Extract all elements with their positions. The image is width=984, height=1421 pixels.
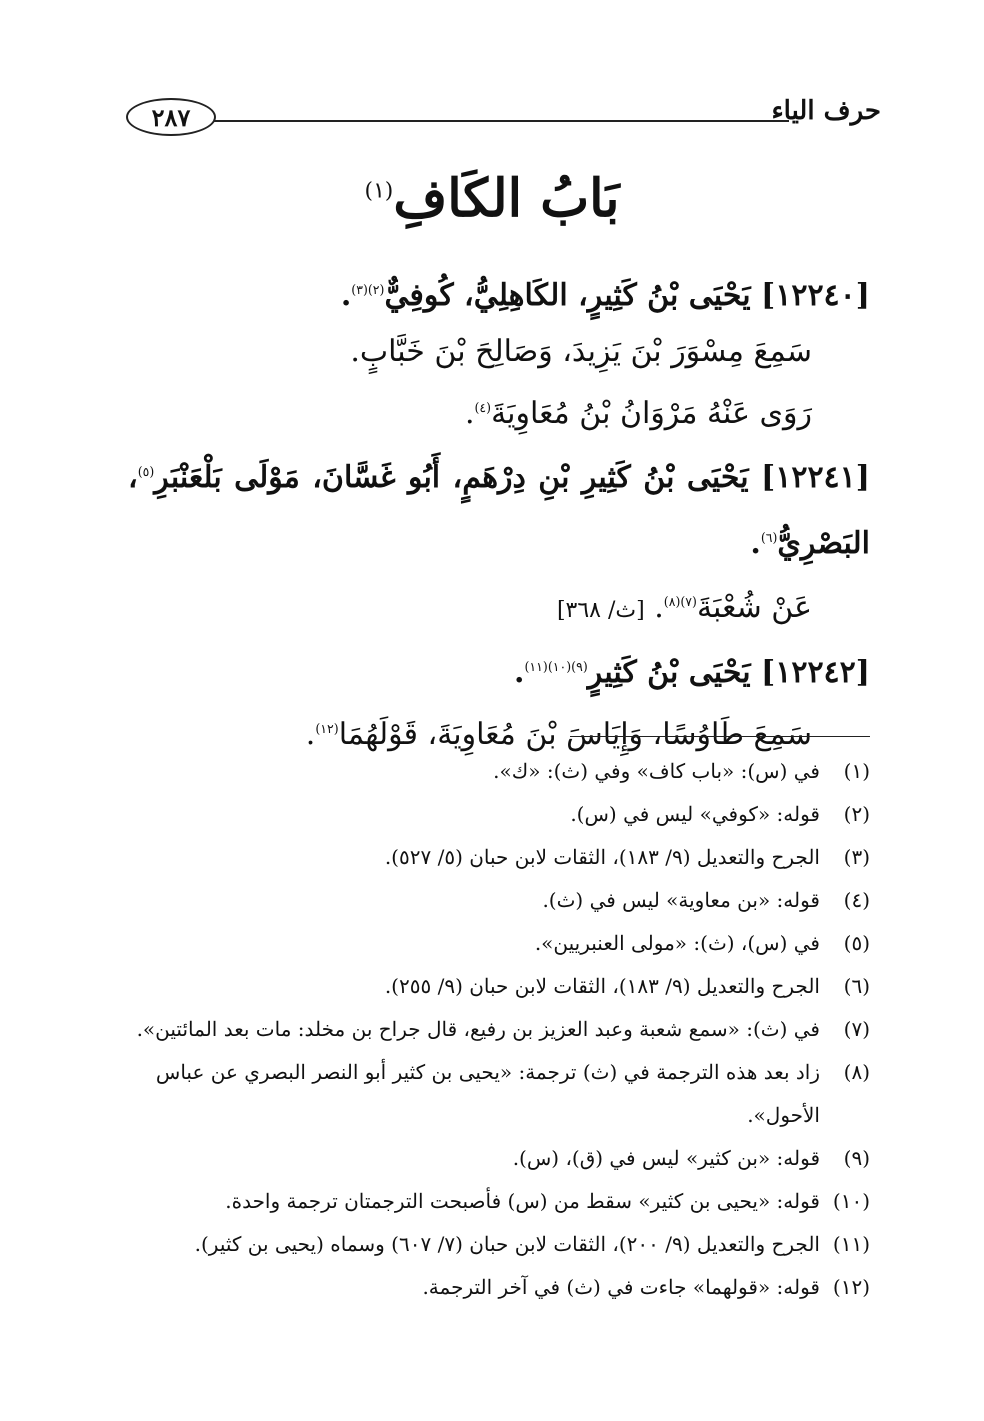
entry-12240-students: رَوَى عَنْهُ مَرْوَانُ بْنُ مُعَاوِيَةَ$^{(٤)}$. [464,396,812,431]
manuscript-ref: [ث/ ٣٦٨] [556,598,645,623]
footnote-text: قوله: «كوفي» ليس في (س). [570,802,820,826]
footnote-number: (٧) [843,1017,870,1041]
footnote-number: (٦) [843,974,870,998]
footnote-item [128,750,870,793]
footnote-text: قوله: «يحيى بن كثير» سقط من (س) فأصبحت الترجمتان ترجمة واحدة. [225,1189,820,1213]
footnote-separator [570,736,870,737]
footnote-number: (١٠) [832,1189,870,1213]
footnote-item [128,1223,870,1266]
footnote-text: في (س): «باب كاف» وفي (ث): «ك». [493,759,820,783]
chapter-title-text: بَابُ الكَافِ [393,168,620,229]
footnote-text: الجرح والتعديل (٩/ ١٨٣)، الثقات لابن حبان (٩/ ٢٥٥). [384,974,820,998]
footnote-marker: (١٢) [315,721,339,736]
footnote-marker: (٢)(٣) [351,282,385,297]
entry-12241-source: عَنْ شُعْبَةَ$^{(٧)(٨)}$. [ث/ ٣٦٨] [556,590,812,625]
footnote-text: في (س)، (ث): «مولى العنبريين». [534,931,820,955]
entry-12242-teachers: سَمِعَ طَاوُسًا، وَإِيَاسَ بْنَ مُعَاوِيَةَ، قَوْلَهُمَا$^{(١٢)}$. [305,717,812,752]
footnote-number: (١٢) [832,1275,870,1299]
entry-12240-teachers: سَمِعَ مِسْوَرَ بْنَ يَزِيدَ، وَصَالِحَ بْنَ خَبَّابٍ. [350,334,812,369]
footnote-number: (٤) [843,888,870,912]
footnote-item [128,965,870,1008]
footnote-text: الجرح والتعديل (٩/ ٢٠٠)، الثقات لابن حبان (٧/ ٦٠٧) وسماه (يحيى بن كثير). [194,1232,820,1256]
footnote-item [128,922,870,965]
header-rule [204,120,789,122]
footnote-number: (٥) [843,931,870,955]
page-header [126,92,881,136]
page-number-badge [126,98,216,136]
entry-12240-heading: [١٢٢٤٠] يَحْيَى بْنُ كَثِيرٍ، الكَاهِلِيُّ، كُوفِيٌّ$^{(٢)(٣)}$. [340,278,870,313]
footnote-number: (٨) [843,1060,870,1084]
page-number: ٢٨٧ [151,102,191,132]
footnote-text: في (ث): «سمع شعبة وعبد العزيز بن رفيع، قال جراح بن مخلد: مات بعد المائتين». [136,1017,820,1041]
footnote-item [128,879,870,922]
footnote-marker: (٤) [474,400,492,415]
footnote-marker: (١) [364,178,394,204]
footnote-number: (٢) [843,802,870,826]
running-head: حرف الياء [771,96,881,126]
main-text [128,262,870,763]
footnote-item [128,1137,870,1180]
footnote-text: قوله: «بن معاوية» ليس في (ث). [542,888,820,912]
entry-12241-heading: [١٢٢٤١] يَحْيَى بْنُ كَثِيرِ بْنِ دِرْهَمٍ، أَبُو غَسَّانَ، مَوْلَى بَلْعَنْبَرِ$^{(٥)}$، البَصْرِيُّ$^{(٦)}$. [128,460,870,561]
footnote-item [128,1051,870,1137]
footnote-text: زاد بعد هذه الترجمة في (ث) ترجمة: «يحيى بن كثير أبو النصر البصري عن عباس الأحول». [155,1060,820,1127]
footnote-marker: (٧)(٨) [663,594,697,609]
footnote-item [128,793,870,836]
footnote-text: قوله: «بن كثير» ليس في (ق)، (س). [512,1146,820,1170]
footnote-marker: (٥) [137,464,155,479]
chapter-title [0,168,984,230]
footnotes [128,750,870,1309]
footnote-number: (٣) [843,845,870,869]
footnote-item [128,1266,870,1309]
footnote-number: (١) [843,759,870,783]
footnote-item [128,1180,870,1223]
footnote-number: (١١) [832,1232,870,1256]
footnote-item [128,1008,870,1051]
footnote-text: قوله: «قولهما» جاءت في (ث) في آخر الترجمة. [422,1275,820,1299]
footnote-number: (٩) [843,1146,870,1170]
footnote-text: الجرح والتعديل (٩/ ١٨٣)، الثقات لابن حبان (٥/ ٥٢٧). [384,845,820,869]
footnote-item [128,836,870,879]
footnote-marker: (٦) [760,530,778,545]
footnote-marker: (٩)(١٠)(١١) [524,659,588,674]
entry-12242-heading: [١٢٢٤٢] يَحْيَى بْنُ كَثِيرٍ$^{(٩)(١٠)(١١)}$. [514,655,870,690]
